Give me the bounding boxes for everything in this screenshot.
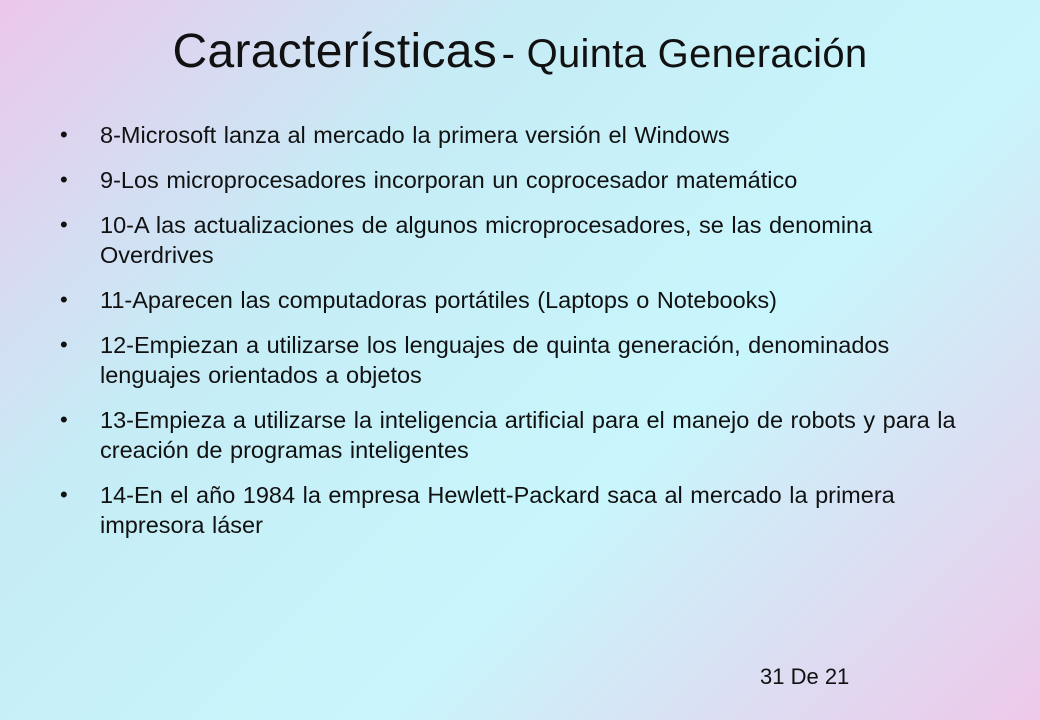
bullet-text: 11-Aparecen las computadoras portátiles (Laptops o Notebooks)	[100, 287, 778, 313]
bullet-text: 9-Los microprocesadores incorporan un coprocesador matemático	[100, 167, 798, 193]
bullet-item	[60, 285, 980, 315]
bullet-icon: •	[60, 212, 68, 237]
bullet-icon: •	[60, 122, 68, 147]
bullet-item	[60, 405, 980, 465]
title-subtitle: - Quinta Generación	[501, 32, 868, 76]
slide-title	[0, 25, 1040, 78]
bullet-text: 12-Empiezan a utilizarse los lenguajes de quinta generación, denominados lenguajes orientados a objetos	[100, 332, 890, 388]
bullet-item	[60, 480, 980, 540]
bullet-item	[60, 330, 980, 390]
bullet-item	[60, 120, 980, 150]
bullet-icon: •	[60, 287, 68, 312]
bullet-text: 13-Empieza a utilizarse la inteligencia artificial para el manejo de robots y para la creación de programas inteligentes	[100, 407, 956, 463]
bullet-icon: •	[60, 407, 68, 432]
bullet-text: 8-Microsoft lanza al mercado la primera versión el Windows	[100, 122, 730, 148]
bullet-text: 10-A las actualizaciones de algunos microprocesadores, se las denomina Overdrives	[100, 212, 873, 268]
bullet-list	[60, 120, 980, 555]
bullet-item	[60, 165, 980, 195]
title-main: Características	[172, 25, 498, 78]
bullet-icon: •	[60, 482, 68, 507]
bullet-item	[60, 210, 980, 270]
bullet-text: 14-En el año 1984 la empresa Hewlett-Packard saca al mercado la primera impresora láser	[100, 482, 895, 538]
bullet-icon: •	[60, 167, 68, 192]
page-number: 31 De 21	[760, 664, 850, 689]
bullet-icon: •	[60, 332, 68, 357]
